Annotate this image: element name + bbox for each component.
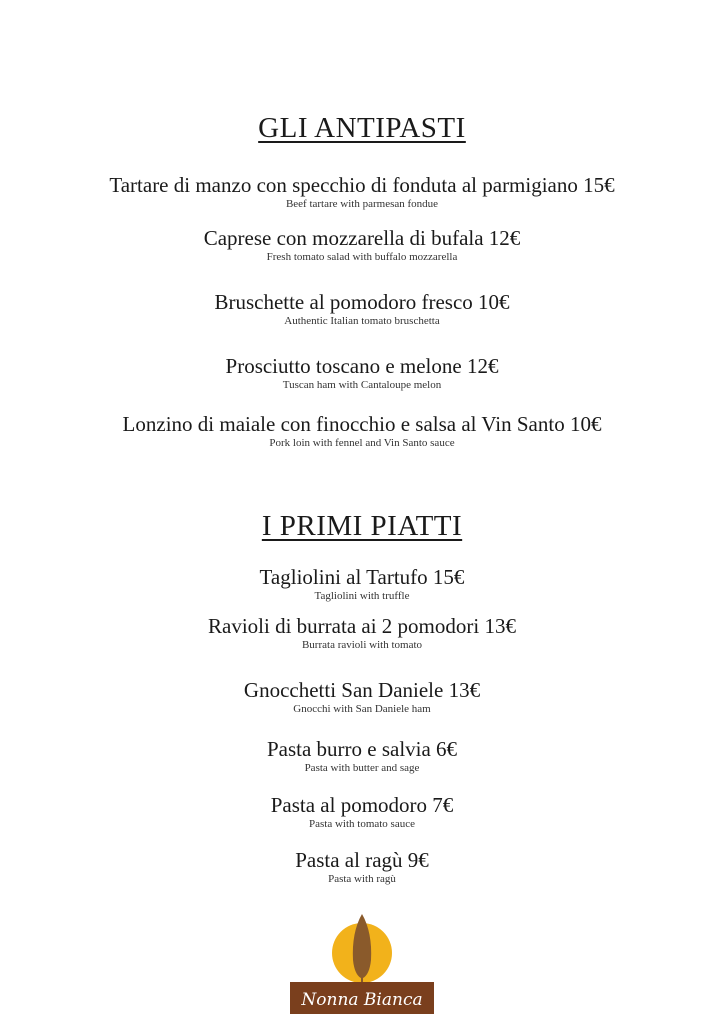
dish-item xyxy=(0,412,724,450)
dish-name: Prosciutto toscano e melone 12€ xyxy=(225,354,499,378)
dish-name: Pasta al pomodoro 7€ xyxy=(270,793,454,817)
dish-description: Pork loin with fennel and Vin Santo sauce xyxy=(269,437,455,449)
dish-name: Tartare di manzo con specchio di fonduta al parmigiano 15€ xyxy=(109,173,615,197)
dish-item xyxy=(0,793,724,831)
dish-description: Pasta with butter and sage xyxy=(304,762,420,774)
dish-description: Pasta with tomato sauce xyxy=(308,818,415,830)
logo-text: Nonna Bianca xyxy=(301,990,423,1010)
dish-item xyxy=(0,678,724,716)
dish-item xyxy=(0,354,724,392)
dish-name: Tagliolini al Tartufo 15€ xyxy=(259,565,465,589)
dish-name: Ravioli di burrata ai 2 pomodori 13€ xyxy=(208,614,516,638)
dish-item xyxy=(0,173,724,211)
dish-item xyxy=(0,290,724,328)
dish-item xyxy=(0,848,724,886)
dish-description: Gnocchi with San Daniele ham xyxy=(293,703,431,715)
dish-description: Pasta with ragù xyxy=(328,873,396,885)
dish-item xyxy=(0,226,724,264)
dish-name: Pasta al ragù 9€ xyxy=(295,848,429,872)
dish-description: Tagliolini with truffle xyxy=(314,590,410,602)
dish-description: Authentic Italian tomato bruschetta xyxy=(284,315,440,327)
dish-description: Tuscan ham with Cantaloupe melon xyxy=(282,379,442,391)
dish-name: Bruschette al pomodoro fresco 10€ xyxy=(214,290,510,314)
dish-item xyxy=(0,614,724,652)
nonna-bianca-logo xyxy=(289,912,435,1016)
dish-description: Burrata ravioli with tomato xyxy=(301,639,423,651)
dish-name: Gnocchetti San Daniele 13€ xyxy=(243,678,481,702)
dish-description: Beef tartare with parmesan fondue xyxy=(285,198,439,210)
dish-name: Lonzino di maiale con finocchio e salsa al Vin Santo 10€ xyxy=(122,412,602,436)
dish-name: Caprese con mozzarella di bufala 12€ xyxy=(203,226,521,250)
dish-item xyxy=(0,737,724,775)
primi-heading: I PRIMI PIATTI xyxy=(261,510,463,542)
dish-item xyxy=(0,565,724,603)
dish-name: Pasta burro e salvia 6€ xyxy=(266,737,458,761)
antipasti-heading: GLI ANTIPASTI xyxy=(258,112,466,144)
dish-description: Fresh tomato salad with buffalo mozzarella xyxy=(266,251,458,263)
